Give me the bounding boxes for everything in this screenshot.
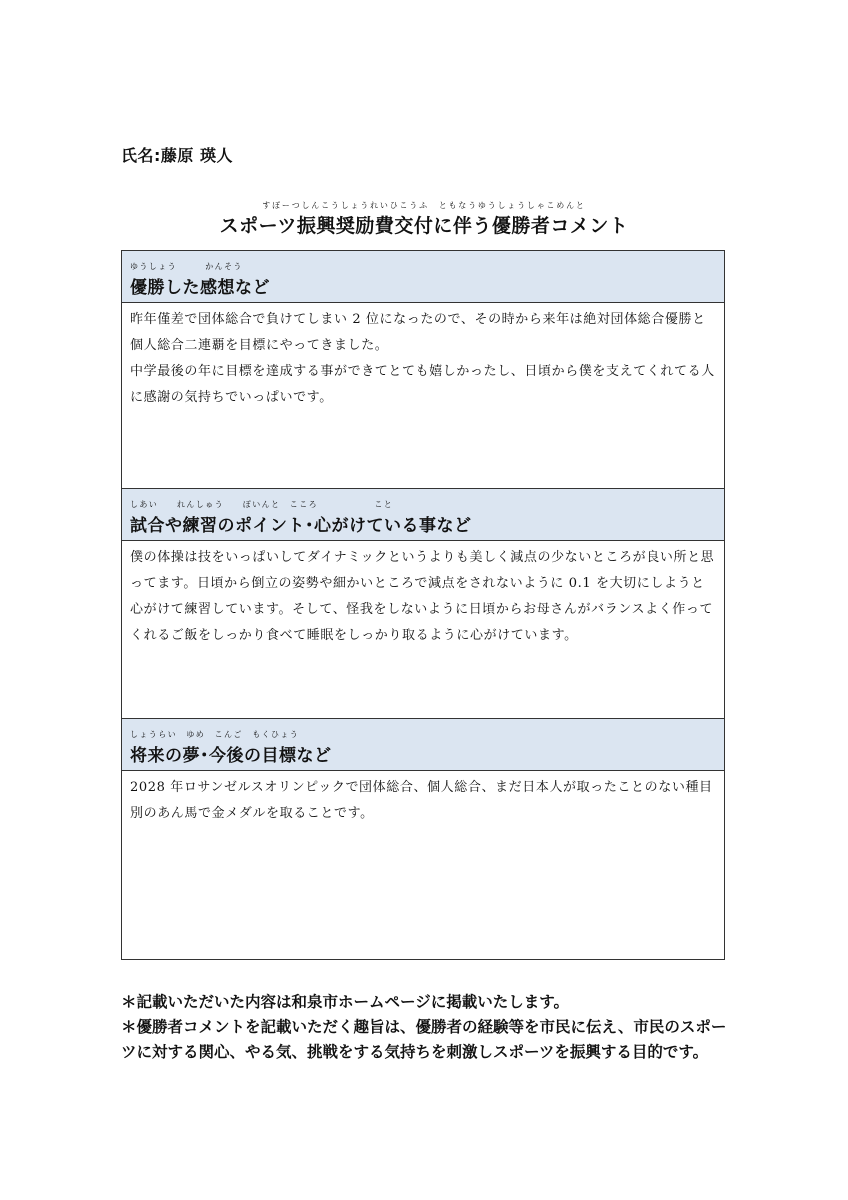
body-paragraph: 中学最後の年に目標を達成する事ができてとても嬉しかったし、日頃から僕を支えてくれてる人に感謝の気持ちでいっぱいです。 (130, 364, 715, 405)
section-header-practice (122, 489, 724, 541)
title-ruby: すぽーつしんこうしょうれいひこうふ ともなうゆうしょうしゃこめんと (262, 201, 586, 210)
section-label: 将来の夢･今後の目標など (130, 746, 332, 766)
footnote: ＊優勝者コメントを記載いただく趣旨は、優勝者の経験等を市民に伝え、市民のスポーツに対する関心、やる気、挑戦をする気持ちを刺激しスポーツを振興する目的です。 (121, 1018, 727, 1061)
section-ruby: ゆうしょう かんそう (130, 262, 243, 271)
section-label: 試合や練習のポイント･心がけている事など (130, 516, 472, 536)
footnotes (121, 990, 731, 1065)
document-title-block (0, 200, 848, 238)
body-paragraph: 昨年僅差で団体総合で負けてしまい 2 位になったので、その時から来年は絶対団体総合優勝と個人総合二連覇を目標にやってきました。 (130, 312, 706, 353)
section-header-goals (122, 719, 724, 771)
body-paragraph: 僕の体操は技をいっぱいしてダイナミックというよりも美しく減点の少ないところが良い所と思ってます。日頃から倒立の姿勢や細かいところで減点をされないように 0.1 を大切にしようと心がけて練習しています。そして、怪我をしないように日頃からお母さんがバランスよく作ってくれるご飯をしっかり食べて睡眠をしっかり取るように心がけています。 (130, 550, 715, 643)
footnote: ＊記載いただいた内容は和泉市ホームページに掲載いたします。 (121, 993, 569, 1011)
comment-table (121, 250, 725, 960)
name-line: 氏名:藤原 瑛人 (121, 146, 233, 165)
document-title: スポーツ振興奨励費交付に伴う優勝者コメント (219, 215, 629, 237)
section-body-impressions (122, 303, 724, 489)
section-ruby: しょうらい ゆめ こんご もくひょう (130, 730, 300, 739)
section-label: 優勝した感想など (130, 278, 270, 298)
section-ruby: しあい れんしゅう ぽいんと こころ こと (130, 500, 394, 509)
body-paragraph: 2028 年ロサンゼルスオリンピックで団体総合、個人総合、まだ日本人が取ったことのない種目別のあん馬で金メダルを取ることです。 (130, 780, 713, 821)
section-header-impressions (122, 251, 724, 303)
section-body-goals (122, 771, 724, 959)
section-body-practice (122, 541, 724, 719)
